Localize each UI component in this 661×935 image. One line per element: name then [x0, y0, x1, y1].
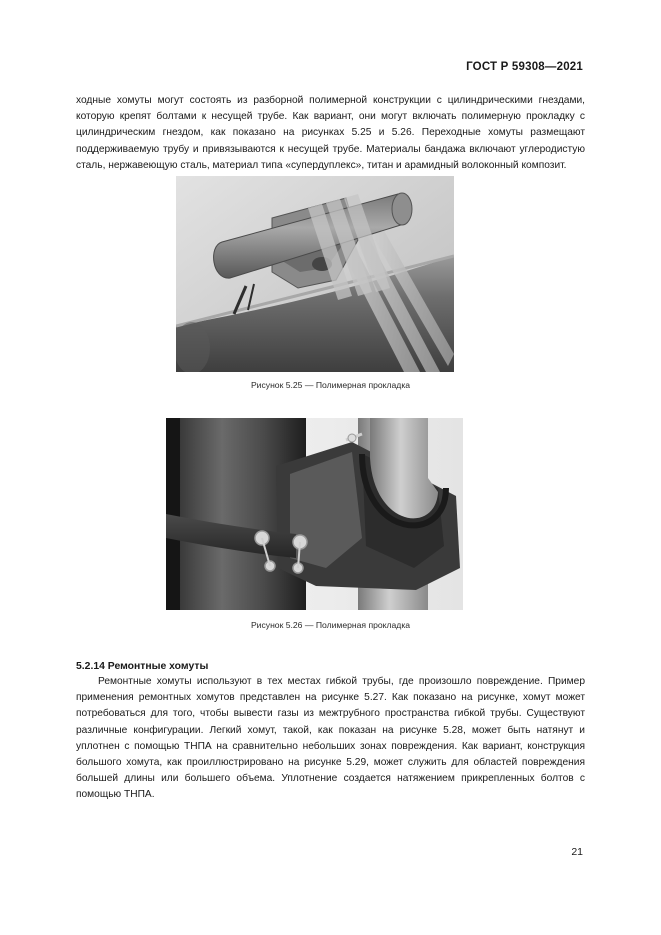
figure-5-26-caption: Рисунок 5.26 — Полимерная прокладка	[250, 620, 411, 630]
section-heading: 5.2.14 Ремонтные хомуты	[76, 661, 209, 672]
intro-paragraph: ходные хомуты могут состоять из разборной полимерной конструкции с цилиндрическими гнездами, которую крепят болтами к несущей трубе. Как вариант, они могут включать полимерную прокладку с цилиндрическим гнездом, как показано на рисунках 5.25 и 5.26. Переходные хомуты размещают поддерживаемую трубу и привязываются к несущей трубе. Материалы бандажа включают углеродистую сталь, нержавеющую сталь, материал типа «супердуплекс», титан и арамидный волоконный композит.	[76, 95, 585, 171]
standard-designation: ГОСТ Р 59308—2021	[466, 61, 583, 73]
figure-5-25-caption: Рисунок 5.25 — Полимерная прокладка	[250, 380, 411, 390]
page-number: 21	[571, 846, 583, 858]
figure-5-25-image	[176, 176, 454, 372]
figure-5-26-image	[166, 418, 463, 610]
section-paragraph: Ремонтные хомуты используют в тех местах гибкой трубы, где произошло повреждение. Пример применения ремонтных хомутов представлен на рисунке 5.27. Как показано на рисунке, хомут может потребоваться для того, чтобы вывести газы из межтрубного пространства гибкой трубы. Существуют различные конфигурации. Легкий хомут, такой, как показан на рисунке 5.28, может быть натянут и уплотнен с помощью ТНПА на сравнительно небольших зонах повреждения. Как вариант, конструкция большого хомута, как проиллюстрировано на рисунке 5.29, может служить для областей повреждения большей длины или большего объема. Уплотнение создается натяжением прикрепленных болтов с помощью ТНПА.	[76, 676, 585, 801]
